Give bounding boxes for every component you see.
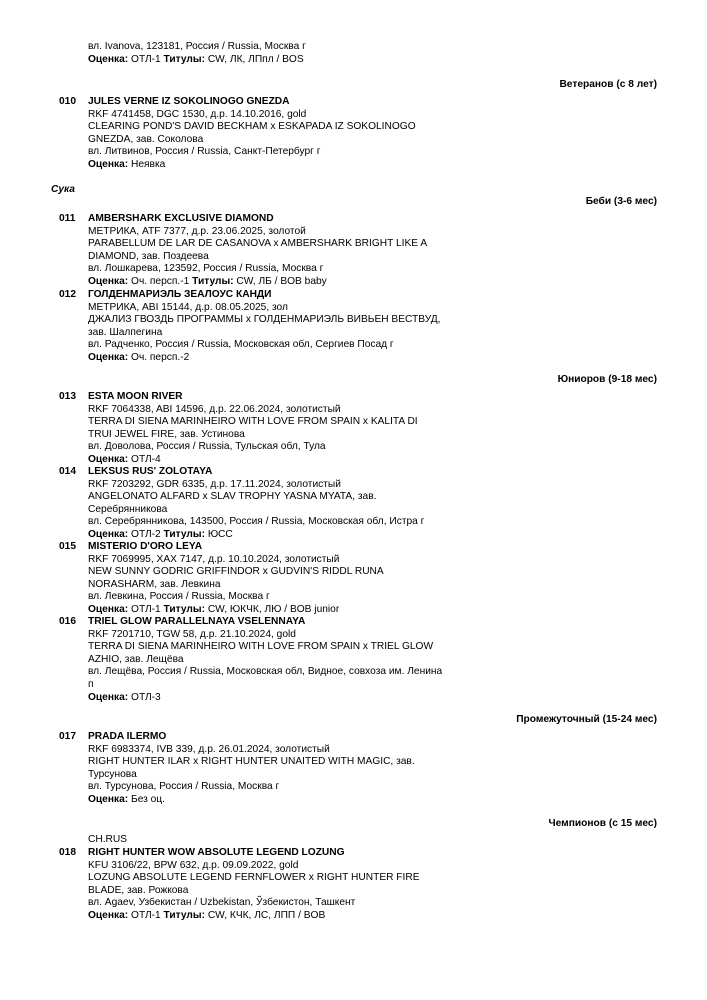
parents-line: ANGELONATO ALFARD x SLAV TROPHY YASNA MYATA, зав. bbox=[88, 491, 377, 503]
dog-entry bbox=[88, 616, 468, 704]
grade-line: Оценка: ОТЛ-1 Титулы: CW, ЛК, ЛПпл / BOS bbox=[88, 53, 304, 65]
dog-name: PRADA ILERMO bbox=[88, 731, 167, 742]
catalog-number: 016 bbox=[59, 616, 76, 627]
catalog-number: 018 bbox=[59, 847, 76, 858]
catalog-number: 011 bbox=[59, 213, 76, 224]
parents-line: LOZUNG ABSOLUTE LEGEND FERNFLOWER x RIGHT HUNTER FIRE bbox=[88, 872, 420, 884]
parents-line: Турсунова bbox=[88, 768, 137, 780]
registration-line: RKF 7203292, GDR 6335, д.р. 17.11.2024, золотистый bbox=[88, 478, 341, 490]
parents-line: CLEARING POND'S DAVID BECKHAM x ESKAPADA IZ SOKOLINOGO bbox=[88, 121, 416, 133]
entry-continuation bbox=[88, 41, 468, 66]
dog-entry bbox=[88, 391, 468, 467]
dog-entry bbox=[88, 731, 468, 807]
grade-line: Оценка: Неявка bbox=[88, 158, 166, 170]
parents-line: ДЖАЛИЗ ГВОЗДЬ ПРОГРАММЫ x ГОЛДЕНМАРИЭЛЬ ВИВЬЕН ВЕСТВУД, bbox=[88, 314, 441, 326]
registration-line: KFU 3106/22, BPW 632, д.р. 09.09.2022, gold bbox=[88, 859, 299, 871]
grade-line: Оценка: Оч. персп.-1 Титулы: CW, ЛБ / BOB baby bbox=[88, 275, 327, 287]
catalog-number: 010 bbox=[59, 96, 76, 107]
dog-name: MISTERIO D'ORO LEYA bbox=[88, 541, 203, 552]
registration-line: RKF 4741458, DGC 1530, д.р. 14.10.2016, gold bbox=[88, 108, 307, 120]
owner-line: вл. Лошкарева, 123592, Россия / Russia, Москва г bbox=[88, 263, 324, 275]
grade-line: Оценка: ОТЛ-3 bbox=[88, 691, 161, 703]
dog-entry bbox=[88, 847, 468, 923]
owner-line: вл. Литвинов, Россия / Russia, Санкт-Петербург г bbox=[88, 146, 321, 158]
dog-name: TRIEL GLOW PARALLELNAYA VSELENNAYA bbox=[88, 616, 306, 627]
grade-line: Оценка: ОТЛ-2 Титулы: ЮСС bbox=[88, 528, 233, 540]
class-heading-veterans: Ветеранов (с 8 лет) bbox=[559, 79, 657, 90]
parents-line: NORASHARM, зав. Левкина bbox=[88, 578, 221, 590]
owner-line: вл. Серебрянникова, 143500, Россия / Russia, Московская обл, Истра г bbox=[88, 516, 425, 528]
parents-line: DIAMOND, зав. Поздеева bbox=[88, 250, 209, 262]
parents-line: TERRA DI SIENA MARINHEIRO WITH LOVE FROM SPAIN x KALITA DI bbox=[88, 416, 418, 428]
registration-line: RKF 7201710, TGW 58, д.р. 21.10.2024, gold bbox=[88, 628, 296, 640]
catalog-number: 012 bbox=[59, 289, 76, 300]
grade-line: Оценка: ОТЛ-1 Титулы: CW, ЮКЧК, ЛЮ / BOB junior bbox=[88, 603, 340, 615]
class-heading-junior: Юниоров (9-18 мес) bbox=[557, 374, 657, 385]
grade-line: Оценка: ОТЛ-4 bbox=[88, 453, 161, 465]
parents-line: BLADE, зав. Рожкова bbox=[88, 884, 189, 896]
catalog-number: 017 bbox=[59, 731, 76, 742]
dog-name: ГОЛДЕНМАРИЭЛЬ ЗЕАЛОУС КАНДИ bbox=[88, 289, 272, 300]
grade-line: Оценка: Без оц. bbox=[88, 793, 165, 805]
grade-line: Оценка: ОТЛ-1 Титулы: CW, КЧК, ЛС, ЛПП / BOB bbox=[88, 909, 326, 921]
parents-line: RIGHT HUNTER ILAR x RIGHT HUNTER UNAITED WITH MAGIC, зав. bbox=[88, 756, 415, 768]
dog-entry bbox=[88, 466, 468, 542]
registration-line: МЕТРИКА, ABI 15144, д.р. 08.05.2025, зол bbox=[88, 301, 288, 313]
owner-line: вл. Левкина, Россия / Russia, Москва г bbox=[88, 591, 270, 603]
catalog-number: 013 bbox=[59, 391, 76, 402]
owner-line: вл. Турсунова, Россия / Russia, Москва г bbox=[88, 781, 280, 793]
owner-line: вл. Agaev, Узбекистан / Uzbekistan, Ўзбекистон, Ташкент bbox=[88, 897, 356, 909]
parents-line: зав. Шалпегина bbox=[88, 326, 163, 338]
dog-name: JULES VERNE IZ SOKOLINOGO GNEZDA bbox=[88, 96, 290, 107]
owner-line: вл. Радченко, Россия / Russia, Московская обл, Сергиев Посад г bbox=[88, 339, 394, 351]
registration-line: RKF 7069995, XAX 7147, д.р. 10.10.2024, золотистый bbox=[88, 553, 340, 565]
sex-heading: Сука bbox=[51, 184, 75, 195]
parents-line: GNEZDA, зав. Соколова bbox=[88, 133, 204, 145]
registration-line: RKF 6983374, IVB 339, д.р. 26.01.2024, золотистый bbox=[88, 743, 330, 755]
dog-entry bbox=[88, 213, 468, 289]
parents-line: Серебрянникова bbox=[88, 503, 168, 515]
parents-line: TRUI JEWEL FIRE, зав. Устинова bbox=[88, 428, 245, 440]
owner-line: вл. Доволова, Россия / Russia, Тульская обл, Тула bbox=[88, 441, 326, 453]
dog-entry bbox=[88, 541, 468, 617]
catalog-number: 015 bbox=[59, 541, 76, 552]
dog-name: LEKSUS RUS' ZOLOTAYA bbox=[88, 466, 213, 477]
dog-entry bbox=[88, 289, 468, 365]
grade-line: Оценка: Оч. персп.-2 bbox=[88, 351, 190, 363]
catalog-number: 014 bbox=[59, 466, 76, 477]
registration-line: МЕТРИКА, ATF 7377, д.р. 23.06.2025, золотой bbox=[88, 225, 306, 237]
parents-line: NEW SUNNY GODRIC GRIFFINDOR x GUDVIN'S RIDDL RUNA bbox=[88, 566, 384, 578]
title-prefix: CH.RUS bbox=[88, 834, 128, 845]
parents-line: AZHIO, зав. Лещёва bbox=[88, 653, 184, 665]
class-heading-champion: Чемпионов (с 15 мес) bbox=[548, 818, 657, 829]
registration-line: RKF 7064338, ABI 14596, д.р. 22.06.2024, золотистый bbox=[88, 403, 341, 415]
dog-name: RIGHT HUNTER WOW ABSOLUTE LEGEND LOZUNG bbox=[88, 847, 345, 858]
dog-entry bbox=[88, 96, 468, 172]
parents-line: TERRA DI SIENA MARINHEIRO WITH LOVE FROM SPAIN x TRIEL GLOW bbox=[88, 641, 434, 653]
owner-line: п bbox=[88, 678, 94, 690]
dog-name: ESTA MOON RIVER bbox=[88, 391, 183, 402]
owner-line: вл. Ivanova, 123181, Россия / Russia, Москва г bbox=[88, 41, 306, 52]
class-heading-intermediate: Промежуточный (15-24 мес) bbox=[516, 714, 657, 725]
parents-line: PARABELLUM DE LAR DE CASANOVA x AMBERSHARK BRIGHT LIKE A bbox=[88, 238, 428, 250]
class-heading-baby: Беби (3-6 мес) bbox=[585, 196, 657, 207]
owner-line: вл. Лещёва, Россия / Russia, Московская обл, Видное, совхоза им. Ленина bbox=[88, 666, 443, 678]
dog-name: AMBERSHARK EXCLUSIVE DIAMOND bbox=[88, 213, 274, 224]
